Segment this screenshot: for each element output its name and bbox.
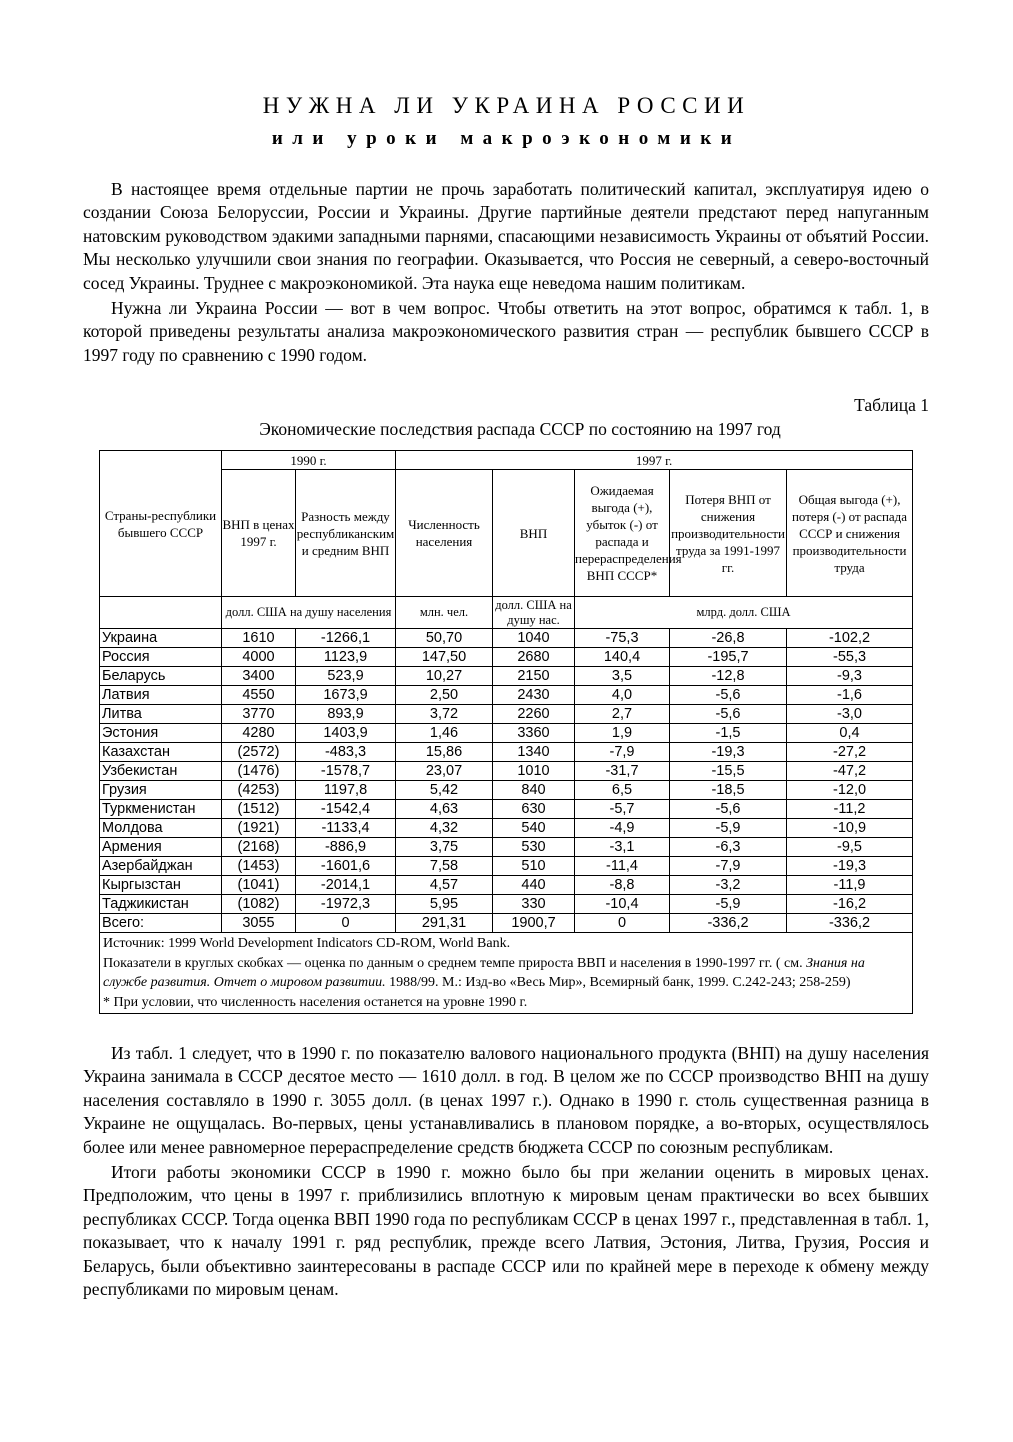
value-cell: 440 — [493, 876, 575, 895]
value-cell: -1266,1 — [296, 629, 396, 648]
country-name-cell: Казахстан — [100, 743, 222, 762]
value-cell: -55,3 — [787, 648, 913, 667]
value-cell: 893,9 — [296, 705, 396, 724]
value-cell: 2430 — [493, 686, 575, 705]
note-parens-after: 1988/99. М.: Изд-во «Весь Мир», Всемирный банк, 1999. С.242-243; 258-259) — [389, 975, 851, 990]
value-cell: (1453) — [222, 857, 296, 876]
country-name-cell: Молдова — [100, 819, 222, 838]
table-number-label: Таблица 1 — [854, 395, 929, 415]
value-cell: -10,9 — [787, 819, 913, 838]
value-cell: -9,3 — [787, 667, 913, 686]
body-section — [83, 1042, 929, 1303]
header-total: Общая выгода (+), потеря (-) от распада СССР и снижения производительности труда — [787, 470, 913, 597]
country-name-cell: Латвия — [100, 686, 222, 705]
table-row — [100, 857, 913, 876]
value-cell: -4,9 — [575, 819, 670, 838]
header-diff: Разность между республиканским и средним ВНП — [296, 470, 396, 597]
table-row — [100, 705, 913, 724]
value-cell: 4550 — [222, 686, 296, 705]
header-country: Страны-республики бывшего СССР — [100, 451, 222, 597]
value-cell: 50,70 — [396, 629, 493, 648]
value-cell: -31,7 — [575, 762, 670, 781]
value-cell: 4,0 — [575, 686, 670, 705]
header-loss: Потеря ВНП от снижения производительности труда за 1991-1997 гг. — [670, 470, 787, 597]
value-cell: -195,7 — [670, 648, 787, 667]
value-cell: -18,5 — [670, 781, 787, 800]
table-row — [100, 743, 913, 762]
country-name-cell: Туркменистан — [100, 800, 222, 819]
value-cell: -1542,4 — [296, 800, 396, 819]
value-cell: -886,9 — [296, 838, 396, 857]
value-cell: 4,57 — [396, 876, 493, 895]
value-cell: 291,31 — [396, 914, 493, 933]
value-cell: 1340 — [493, 743, 575, 762]
value-cell: 147,50 — [396, 648, 493, 667]
table-row — [100, 629, 913, 648]
value-cell: 2,7 — [575, 705, 670, 724]
value-cell: 23,07 — [396, 762, 493, 781]
value-cell: 1900,7 — [493, 914, 575, 933]
body-paragraph-1: Из табл. 1 следует, что в 1990 г. по показателю валового национального продукта (ВНП) на душу населения Украина занимала в СССР десятое место — 1610 долл. в год. В целом же по СССР производство ВНП на душу населения составляло в 1990 г. 3055 долл. (в ценах 1997 г.). Однако в 1990 г. столь существенная разница в Украине не ощущалась. Во-первых, цены устанавливались в плановом порядке, а во-вторых, осуществлялось более или менее равномерное перераспределение средств бюджета СССР по союзным республикам. — [83, 1043, 929, 1157]
value-cell: 1673,9 — [296, 686, 396, 705]
value-cell: -2014,1 — [296, 876, 396, 895]
table-row — [100, 914, 913, 933]
value-cell: -1972,3 — [296, 895, 396, 914]
note-parens — [103, 954, 909, 993]
table-row — [100, 648, 913, 667]
value-cell: (2572) — [222, 743, 296, 762]
value-cell: 840 — [493, 781, 575, 800]
value-cell: -15,5 — [670, 762, 787, 781]
table-row — [100, 895, 913, 914]
table-row — [100, 838, 913, 857]
value-cell: 540 — [493, 819, 575, 838]
unit-empty — [100, 597, 222, 629]
value-cell: 3400 — [222, 667, 296, 686]
value-cell: 2150 — [493, 667, 575, 686]
country-name-cell: Армения — [100, 838, 222, 857]
value-cell: 5,95 — [396, 895, 493, 914]
value-cell: -1,5 — [670, 724, 787, 743]
header-gnp-1990: ВНП в ценах 1997 г. — [222, 470, 296, 597]
table-row — [100, 667, 913, 686]
value-cell: -47,2 — [787, 762, 913, 781]
value-cell: -5,6 — [670, 705, 787, 724]
value-cell: 10,27 — [396, 667, 493, 686]
value-cell: -16,2 — [787, 895, 913, 914]
value-cell: -11,4 — [575, 857, 670, 876]
value-cell: -75,3 — [575, 629, 670, 648]
value-cell: 4280 — [222, 724, 296, 743]
value-cell: -1578,7 — [296, 762, 396, 781]
value-cell: 140,4 — [575, 648, 670, 667]
value-cell: 630 — [493, 800, 575, 819]
header-population: Численность населения — [396, 470, 493, 597]
table-row — [100, 800, 913, 819]
value-cell: (1476) — [222, 762, 296, 781]
value-cell: 2260 — [493, 705, 575, 724]
country-name-cell: Таджикистан — [100, 895, 222, 914]
value-cell: -1,6 — [787, 686, 913, 705]
value-cell: 0,4 — [787, 724, 913, 743]
value-cell: -3,2 — [670, 876, 787, 895]
note-asterisk: * При условии, что численность населения останется на уровне 1990 г. — [103, 994, 528, 1010]
table-row — [100, 724, 913, 743]
header-group-1997: 1997 г. — [396, 451, 913, 470]
table-caption: Экономические последствия распада СССР по состоянию на 1997 год — [259, 419, 781, 439]
country-name-cell: Азербайджан — [100, 857, 222, 876]
value-cell: 1123,9 — [296, 648, 396, 667]
economic-consequences-table — [99, 450, 913, 1014]
unit-per-capita-1990: долл. США на душу населения — [222, 597, 396, 629]
value-cell: -5,9 — [670, 819, 787, 838]
value-cell: (1512) — [222, 800, 296, 819]
country-name-cell: Всего: — [100, 914, 222, 933]
value-cell: 5,42 — [396, 781, 493, 800]
value-cell: (2168) — [222, 838, 296, 857]
value-cell: 3,5 — [575, 667, 670, 686]
value-cell: -5,7 — [575, 800, 670, 819]
value-cell: -336,2 — [787, 914, 913, 933]
unit-population: млн. чел. — [396, 597, 493, 629]
intro-paragraph-1: В настоящее время отдельные партии не прочь заработать политический капитал, эксплуатируя идею о создании Союза Белоруссии, России и Украины. Другие партийные деятели предстают перед напуганным натовским руководством эдакими западными парнями, спасающими независимость Украины от объятий России. Мы несколько улучшили свои знания по географии. Оказывается, что Россия не северный, а северо-восточный сосед Украины. Труднее с макроэкономикой. Эта наука еще неведома нашим политикам. — [83, 179, 929, 293]
country-name-cell: Беларусь — [100, 667, 222, 686]
value-cell: 1403,9 — [296, 724, 396, 743]
table-body — [100, 629, 913, 933]
value-cell: -11,9 — [787, 876, 913, 895]
value-cell: 530 — [493, 838, 575, 857]
value-cell: 3,72 — [396, 705, 493, 724]
value-cell: -102,2 — [787, 629, 913, 648]
value-cell: -3,1 — [575, 838, 670, 857]
body-paragraph-2: Итоги работы экономики СССР в 1990 г. можно было бы при желании оценить в мировых ценах. Предположим, что цены в 1997 г. приблизились вплотную к мировым ценам практически во всех бывших республиках СССР. Тогда оценка ВВП 1990 года по республикам СССР в ценах 1997 г., представленная в табл. 1, показывает, что к началу 1991 г. ряд республик, прежде всего Латвия, Эстония, Литва, Грузия, Россия и Беларусь, были объективно заинтересованы в распаде СССР или по крайней мере в переходе к обмену между республиками по мировым ценам. — [83, 1162, 929, 1300]
table-row — [100, 762, 913, 781]
note-parens-italic: Знания на службе развития. Отчет о мировом развитии. — [103, 955, 865, 990]
value-cell: -19,3 — [670, 743, 787, 762]
value-cell: -12,8 — [670, 667, 787, 686]
value-cell: (1921) — [222, 819, 296, 838]
intro-paragraph-2: Нужна ли Украина России — вот в чем вопрос. Чтобы ответить на этот вопрос, обратимся к табл. 1, в которой приведены результаты анализа макроэкономического развития стран — республик бывшего СССР в 1997 году по сравнению с 1990 годом. — [83, 298, 929, 365]
value-cell: -1601,6 — [296, 857, 396, 876]
value-cell: -1133,4 — [296, 819, 396, 838]
value-cell: 510 — [493, 857, 575, 876]
value-cell: 2680 — [493, 648, 575, 667]
country-name-cell: Узбекистан — [100, 762, 222, 781]
unit-billions: млрд. долл. США — [575, 597, 913, 629]
value-cell: -483,3 — [296, 743, 396, 762]
value-cell: 4,32 — [396, 819, 493, 838]
value-cell: 3770 — [222, 705, 296, 724]
value-cell: 1610 — [222, 629, 296, 648]
country-name-cell: Эстония — [100, 724, 222, 743]
header-gnp-1997: ВНП — [493, 470, 575, 597]
value-cell: 3360 — [493, 724, 575, 743]
value-cell: -3,0 — [787, 705, 913, 724]
value-cell: -7,9 — [575, 743, 670, 762]
value-cell: -6,3 — [670, 838, 787, 857]
value-cell: -5,6 — [670, 800, 787, 819]
country-name-cell: Кыргызстан — [100, 876, 222, 895]
country-name-cell: Россия — [100, 648, 222, 667]
table-notes — [100, 933, 913, 1014]
article-subtitle: или уроки макроэкономики — [271, 128, 742, 149]
header-expected: Ожидаемая выгода (+), убыток (-) от распада и перераспределения ВНП СССР* — [575, 470, 670, 597]
table-row — [100, 876, 913, 895]
value-cell: -12,0 — [787, 781, 913, 800]
note-source: Источник: 1999 World Development Indicators CD-ROM, World Bank. — [103, 936, 511, 951]
table-row — [100, 686, 913, 705]
value-cell: 15,86 — [396, 743, 493, 762]
value-cell: 4000 — [222, 648, 296, 667]
value-cell: (1082) — [222, 895, 296, 914]
value-cell: 7,58 — [396, 857, 493, 876]
value-cell: 1,9 — [575, 724, 670, 743]
value-cell: 1010 — [493, 762, 575, 781]
value-cell: 1040 — [493, 629, 575, 648]
value-cell: -7,9 — [670, 857, 787, 876]
value-cell: 6,5 — [575, 781, 670, 800]
value-cell: 0 — [575, 914, 670, 933]
value-cell: 2,50 — [396, 686, 493, 705]
country-name-cell: Грузия — [100, 781, 222, 800]
value-cell: -8,8 — [575, 876, 670, 895]
value-cell: 0 — [296, 914, 396, 933]
country-name-cell: Литва — [100, 705, 222, 724]
value-cell: -9,5 — [787, 838, 913, 857]
value-cell: (1041) — [222, 876, 296, 895]
header-group-1990: 1990 г. — [222, 451, 396, 470]
note-parens-before: Показатели в круглых скобках — оценка по данным о среднем темпе прироста ВВП и населения в 1990-1997 гг. ( см. — [103, 955, 803, 971]
value-cell: 1197,8 — [296, 781, 396, 800]
value-cell: -336,2 — [670, 914, 787, 933]
value-cell: -11,2 — [787, 800, 913, 819]
value-cell: 523,9 — [296, 667, 396, 686]
value-cell: 330 — [493, 895, 575, 914]
value-cell: 4,63 — [396, 800, 493, 819]
value-cell: -26,8 — [670, 629, 787, 648]
value-cell: -5,6 — [670, 686, 787, 705]
table-row — [100, 819, 913, 838]
value-cell: -19,3 — [787, 857, 913, 876]
country-name-cell: Украина — [100, 629, 222, 648]
unit-per-capita-1997: долл. США на душу нас. — [493, 597, 575, 629]
value-cell: 3055 — [222, 914, 296, 933]
value-cell: (4253) — [222, 781, 296, 800]
value-cell: 1,46 — [396, 724, 493, 743]
value-cell: -10,4 — [575, 895, 670, 914]
article-title: НУЖНА ЛИ УКРАИНА РОССИИ — [262, 93, 751, 118]
intro-section — [83, 178, 929, 369]
value-cell: -27,2 — [787, 743, 913, 762]
table-row — [100, 781, 913, 800]
value-cell: 3,75 — [396, 838, 493, 857]
value-cell: -5,9 — [670, 895, 787, 914]
